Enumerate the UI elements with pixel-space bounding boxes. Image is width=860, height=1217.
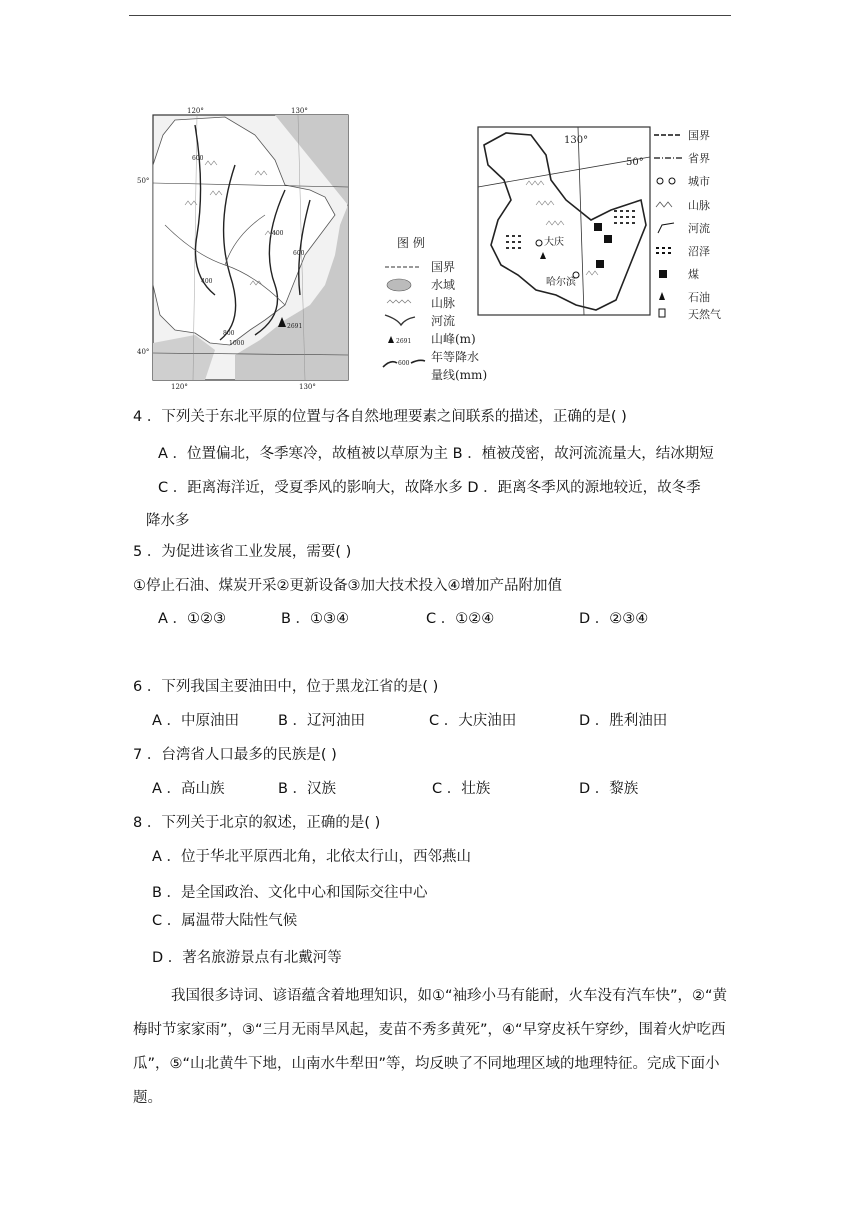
q7-stem: 7 ．台湾省人口最多的民族是( ) — [133, 747, 337, 763]
q6-option-a: A ．中原油田 — [152, 713, 240, 729]
svg-text:50°: 50° — [137, 177, 150, 185]
q7-option-d: D ．黎族 — [579, 781, 639, 797]
svg-text:山脉: 山脉 — [431, 296, 456, 310]
svg-text:50°: 50° — [626, 157, 644, 168]
svg-text:沼泽: 沼泽 — [688, 245, 710, 258]
svg-text:400: 400 — [201, 278, 213, 285]
northeast-precipitation-map — [135, 105, 500, 390]
svg-text:130°: 130° — [299, 383, 316, 390]
q5-stem: 5 ．为促进该省工业发展，需要( ) — [133, 544, 352, 560]
gas-icon — [659, 309, 665, 317]
svg-text:国界: 国界 — [688, 129, 710, 142]
q6-option-b: B ．辽河油田 — [278, 713, 366, 729]
svg-text:省界: 省界 — [688, 152, 710, 165]
q4-options-ab: A ．位置偏北，冬季寒冷，故植被以草原为主 B ．植被茂密，故河流流量大，结冰期短 — [158, 446, 714, 462]
coal-icon — [596, 260, 604, 268]
mountain-icon — [656, 202, 672, 207]
svg-text:400: 400 — [272, 230, 284, 237]
svg-text:城市: 城市 — [688, 175, 710, 188]
q8-option-a: A ．位于华北平原西北角，北依太行山，西邻燕山 — [152, 849, 472, 865]
svg-text:哈尔滨: 哈尔滨 — [546, 277, 576, 288]
q5-option-d: D ．②③④ — [579, 611, 649, 627]
peak-icon — [388, 336, 394, 343]
svg-text:国界: 国界 — [431, 260, 456, 274]
q6-option-c: C ．大庆油田 — [429, 713, 517, 729]
svg-text:600: 600 — [192, 155, 204, 162]
q6-stem: 6 ．下列我国主要油田中，位于黑龙江省的是( ) — [133, 679, 439, 695]
q4-options-cd: C ．距离海洋近，受夏季风的影响大，故降水多 D ．距离冬季风的源地较近，故冬季 — [158, 480, 701, 496]
svg-text:600: 600 — [293, 250, 305, 257]
q7-option-c: C ．壮族 — [432, 781, 491, 797]
city-icon — [536, 240, 542, 246]
mountain-icon — [387, 300, 411, 303]
svg-text:40°: 40° — [137, 348, 150, 356]
q8-option-c: C ．属温带大陆性气候 — [152, 913, 298, 929]
q5-option-c: C ．①②④ — [426, 611, 495, 627]
q7-option-a: A ．高山族 — [152, 781, 225, 797]
svg-text:130°: 130° — [291, 107, 308, 115]
q4-option-continued: 降水多 — [146, 513, 190, 529]
header-rule — [129, 15, 731, 16]
svg-text:130°: 130° — [564, 135, 589, 146]
q5-option-b: B ．①③④ — [281, 611, 350, 627]
coal-icon — [604, 235, 612, 243]
svg-text:天然气: 天然气 — [688, 308, 721, 320]
svg-text:120°: 120° — [187, 107, 204, 115]
q5-option-a: A ．①②③ — [158, 611, 227, 627]
svg-text:石油: 石油 — [688, 291, 710, 304]
q8-option-b: B ．是全国政治、文化中心和国际交往中心 — [152, 885, 428, 901]
svg-text:河流: 河流 — [688, 222, 710, 235]
svg-text:2691: 2691 — [396, 338, 412, 345]
q4-stem: 4 ．下列关于东北平原的位置与各自然地理要素之间联系的描述，正确的是( ) — [133, 409, 627, 425]
q6-option-d: D ．胜利油田 — [579, 713, 668, 729]
water-icon — [387, 279, 411, 291]
swamp-icon — [656, 247, 671, 254]
coal-icon — [659, 270, 667, 278]
svg-text:山脉: 山脉 — [688, 199, 710, 212]
svg-text:2691: 2691 — [287, 323, 303, 330]
svg-text:年等降水: 年等降水 — [431, 350, 480, 364]
svg-text:河流: 河流 — [431, 314, 456, 328]
svg-text:120°: 120° — [171, 383, 188, 390]
city-icon — [657, 178, 675, 184]
svg-text:1000: 1000 — [229, 340, 245, 347]
coal-icon — [594, 223, 602, 231]
isoline-icon — [383, 362, 397, 367]
q8-stem: 8 ．下列关于北京的叙述，正确的是( ) — [133, 815, 381, 831]
q5-items: ①停止石油、煤炭开采②更新设备③加大技术投入④增加产品附加值 — [133, 578, 562, 594]
heilongjiang-resources-map — [476, 125, 736, 320]
river-icon — [385, 315, 415, 325]
svg-text:大庆: 大庆 — [544, 237, 564, 248]
svg-text:量线(mm): 量线(mm) — [431, 368, 488, 382]
oil-icon — [659, 292, 665, 300]
svg-text:800: 800 — [223, 330, 235, 337]
svg-text:山峰(m): 山峰(m) — [431, 332, 476, 346]
svg-text:水域: 水域 — [431, 278, 456, 292]
reading-passage: 我国很多诗词、谚语蕴含着地理知识，如①“袖珍小马有能耐，火车没有汽车快”，②“黄梅时节家家雨”，③“三月无雨旱风起，麦苗不秀多黄死”，④“早穿皮袄午穿纱，围着火炉吃西瓜”，⑤“山北黄牛下地，山南水牛犁田”等，均反映了不同地理区域的地理特征。完成下面小题。 — [133, 988, 728, 1106]
q8-option-d: D ．著名旅游景点有北戴河等 — [152, 950, 342, 966]
svg-text:600: 600 — [398, 360, 410, 367]
svg-text:图 例: 图 例 — [397, 236, 425, 250]
river-icon — [658, 223, 674, 233]
q7-option-b: B ．汉族 — [278, 781, 337, 797]
svg-text:煤: 煤 — [688, 268, 699, 281]
